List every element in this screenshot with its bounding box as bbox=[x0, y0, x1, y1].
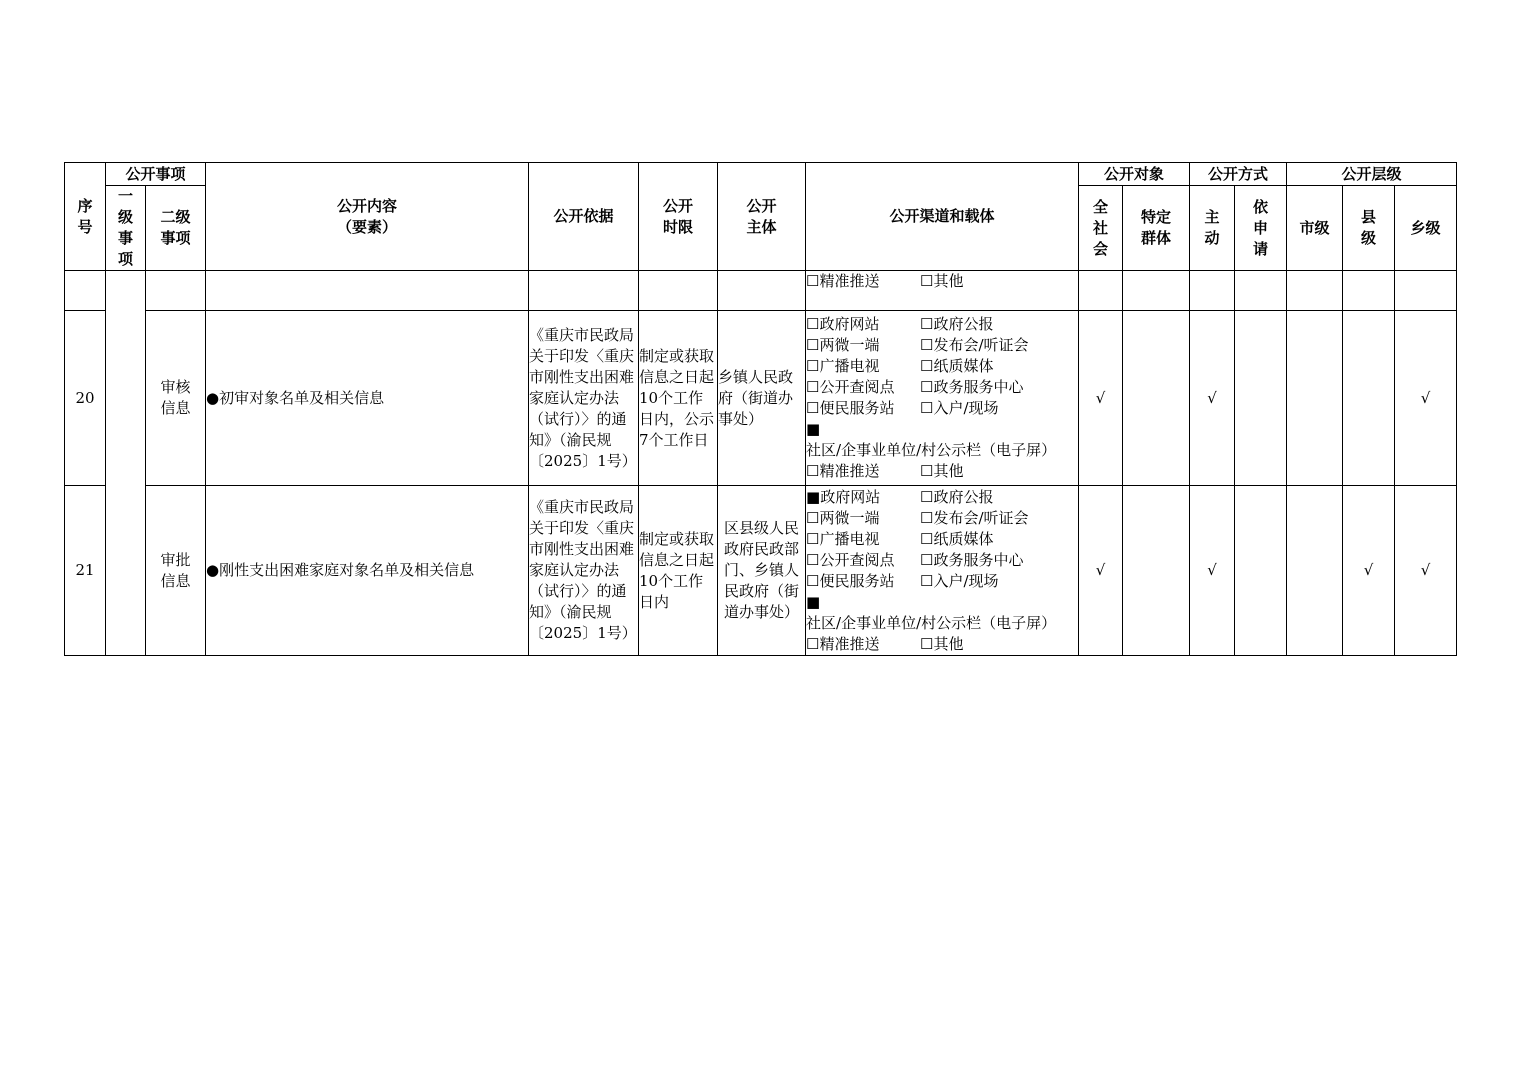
header-content: 公开内容 （要素） bbox=[206, 163, 529, 271]
row-channels bbox=[806, 311, 1079, 486]
header-level-city: 市级 bbox=[1287, 186, 1343, 271]
channel-item: ☐政务服务中心 bbox=[920, 550, 1024, 569]
checkbox-icon: ☐ bbox=[806, 315, 820, 333]
checkbox-icon: ☐ bbox=[806, 550, 820, 569]
row-content bbox=[206, 271, 529, 311]
channel-item: ☐其他 bbox=[920, 272, 964, 290]
level1-merged-cell bbox=[106, 271, 146, 656]
channel-item: ☐入户/现场 bbox=[920, 399, 999, 417]
row-method-request bbox=[1235, 486, 1287, 656]
row-content: ●初审对象名单及相关信息 bbox=[206, 311, 529, 486]
checkbox-icon: ☐ bbox=[920, 357, 934, 375]
header-level2: 二级事项 bbox=[146, 186, 206, 271]
channel-item: ☐发布会/听证会 bbox=[920, 508, 1029, 527]
channel-item: ☐精准推送 bbox=[806, 272, 880, 290]
channel-item: ☐入户/现场 bbox=[920, 571, 999, 590]
checkbox-icon: ☐ bbox=[920, 487, 934, 506]
row-basis: 《重庆市民政局关于印发〈重庆市刚性支出困难家庭认定办法（试行）〉的通知》（渝民规〔2025〕1号） bbox=[529, 486, 639, 656]
channel-item: ☐其他 bbox=[920, 634, 964, 653]
row-audience-specific bbox=[1123, 271, 1190, 311]
row-audience-all: √ bbox=[1079, 311, 1123, 486]
checkbox-icon: ☐ bbox=[920, 634, 934, 653]
disclosure-table bbox=[64, 162, 1457, 656]
row-audience-all: √ bbox=[1079, 486, 1123, 656]
header-level1: 一级事项 bbox=[106, 186, 146, 271]
row-level-town: √ bbox=[1395, 311, 1457, 486]
checkbox-icon: ☐ bbox=[920, 378, 934, 396]
checkbox-icon: ☐ bbox=[806, 529, 820, 548]
checkbox-icon: ☐ bbox=[920, 336, 934, 354]
channel-item: ☐广播电视 bbox=[806, 529, 880, 548]
header-method: 公开方式 bbox=[1190, 163, 1287, 186]
checkbox-icon: ☐ bbox=[806, 378, 820, 396]
checkbox-icon: ☐ bbox=[920, 399, 934, 417]
row-audience-all bbox=[1079, 271, 1123, 311]
checkbox-icon: ■ bbox=[806, 487, 821, 506]
row-level-city bbox=[1287, 486, 1343, 656]
channel-item: ☐发布会/听证会 bbox=[920, 336, 1029, 354]
checkbox-icon: ☐ bbox=[806, 571, 820, 590]
header-row-1 bbox=[65, 163, 1457, 186]
row-seq: 21 bbox=[65, 486, 106, 656]
header-seq: 序号 bbox=[65, 163, 106, 271]
channel-item: ■社区/企事业单位/村公示栏（电子屏） bbox=[806, 592, 1057, 632]
checkbox-icon: ☐ bbox=[920, 462, 934, 480]
header-method-active: 主动 bbox=[1190, 186, 1235, 271]
table-row bbox=[65, 486, 1457, 656]
header-level-county: 县级 bbox=[1343, 186, 1395, 271]
channel-item: ☐精准推送 bbox=[806, 634, 880, 653]
header-level-town: 乡级 bbox=[1395, 186, 1457, 271]
row-method-active bbox=[1190, 271, 1235, 311]
checkbox-icon: ☐ bbox=[920, 272, 934, 290]
row-level2 bbox=[146, 271, 206, 311]
row-subject: 乡镇人民政府（街道办事处） bbox=[718, 311, 806, 486]
row-audience-specific bbox=[1123, 486, 1190, 656]
checkbox-icon: ☐ bbox=[920, 571, 934, 590]
header-level: 公开层级 bbox=[1287, 163, 1457, 186]
checkbox-icon: ■ bbox=[806, 592, 821, 611]
row-method-active: √ bbox=[1190, 486, 1235, 656]
row-level-town: √ bbox=[1395, 486, 1457, 656]
row-content: ●刚性支出困难家庭对象名单及相关信息 bbox=[206, 486, 529, 656]
row-level-city bbox=[1287, 311, 1343, 486]
channel-item: ☐纸质媒体 bbox=[920, 529, 994, 548]
checkbox-icon: ☐ bbox=[920, 529, 934, 548]
row-level2: 审批信息 bbox=[146, 486, 206, 656]
checkbox-icon: ☐ bbox=[920, 550, 934, 569]
checkbox-icon: ☐ bbox=[806, 634, 820, 653]
header-public-items: 公开事项 bbox=[106, 163, 206, 186]
row-level-county: √ bbox=[1343, 486, 1395, 656]
channel-item: ☐便民服务站 bbox=[806, 571, 895, 590]
channel-item: ☐两微一端 bbox=[806, 336, 880, 354]
channel-item: ☐两微一端 bbox=[806, 508, 880, 527]
checkbox-icon: ■ bbox=[806, 420, 821, 438]
row-method-request bbox=[1235, 311, 1287, 486]
table-row bbox=[65, 311, 1457, 486]
row-subject: 区县级人民政府民政部门、乡镇人民政府（街道办事处） bbox=[718, 486, 806, 656]
row-level-county bbox=[1343, 311, 1395, 486]
header-method-request: 依申请 bbox=[1235, 186, 1287, 271]
row-deadline: 制定或获取信息之日起10个工作日内 bbox=[639, 486, 718, 656]
row-seq: 20 bbox=[65, 311, 106, 486]
channel-item: ☐公开查阅点 bbox=[806, 550, 895, 569]
channel-item: ■社区/企事业单位/村公示栏（电子屏） bbox=[806, 420, 1057, 459]
row-level-county bbox=[1343, 271, 1395, 311]
row-method-active: √ bbox=[1190, 311, 1235, 486]
channel-item: ☐其他 bbox=[920, 462, 964, 480]
row-audience-specific bbox=[1123, 311, 1190, 486]
checkbox-icon: ☐ bbox=[806, 336, 820, 354]
checkbox-icon: ☐ bbox=[920, 315, 934, 333]
header-subject: 公开主体 bbox=[718, 163, 806, 271]
header-audience-all: 全社会 bbox=[1079, 186, 1123, 271]
row-level2: 审核信息 bbox=[146, 311, 206, 486]
row-subject bbox=[718, 271, 806, 311]
channel-item: ☐公开查阅点 bbox=[806, 378, 895, 396]
checkbox-icon: ☐ bbox=[806, 462, 820, 480]
channel-item: ☐政府网站 bbox=[806, 315, 880, 333]
checkbox-icon: ☐ bbox=[806, 508, 820, 527]
row-deadline: 制定或获取信息之日起10个工作日内，公示7个工作日 bbox=[639, 311, 718, 486]
channel-item: ■政府网站 bbox=[806, 487, 881, 506]
header-audience-specific: 特定群体 bbox=[1123, 186, 1190, 271]
channel-item: ☐政务服务中心 bbox=[920, 378, 1024, 396]
row-method-request bbox=[1235, 271, 1287, 311]
header-basis: 公开依据 bbox=[529, 163, 639, 271]
channel-item: ☐广播电视 bbox=[806, 357, 880, 375]
checkbox-icon: ☐ bbox=[920, 508, 934, 527]
checkbox-icon: ☐ bbox=[806, 272, 820, 290]
channel-item: ☐纸质媒体 bbox=[920, 357, 994, 375]
row-seq bbox=[65, 271, 106, 311]
header-channels: 公开渠道和载体 bbox=[806, 163, 1079, 271]
checkbox-icon: ☐ bbox=[806, 357, 820, 375]
row-channels bbox=[806, 271, 1079, 311]
row-deadline bbox=[639, 271, 718, 311]
channel-item: ☐政府公报 bbox=[920, 315, 994, 333]
row-level-city bbox=[1287, 271, 1343, 311]
row-channels bbox=[806, 486, 1079, 656]
channel-item: ☐便民服务站 bbox=[806, 399, 895, 417]
row-basis bbox=[529, 271, 639, 311]
channel-item: ☐政府公报 bbox=[920, 487, 994, 506]
checkbox-icon: ☐ bbox=[806, 399, 820, 417]
row-level-town bbox=[1395, 271, 1457, 311]
header-audience: 公开对象 bbox=[1079, 163, 1190, 186]
row-basis: 《重庆市民政局关于印发〈重庆市刚性支出困难家庭认定办法（试行）〉的通知》（渝民规〔2025〕1号） bbox=[529, 311, 639, 486]
header-deadline: 公开时限 bbox=[639, 163, 718, 271]
table-row bbox=[65, 271, 1457, 311]
channel-item: ☐精准推送 bbox=[806, 462, 880, 480]
